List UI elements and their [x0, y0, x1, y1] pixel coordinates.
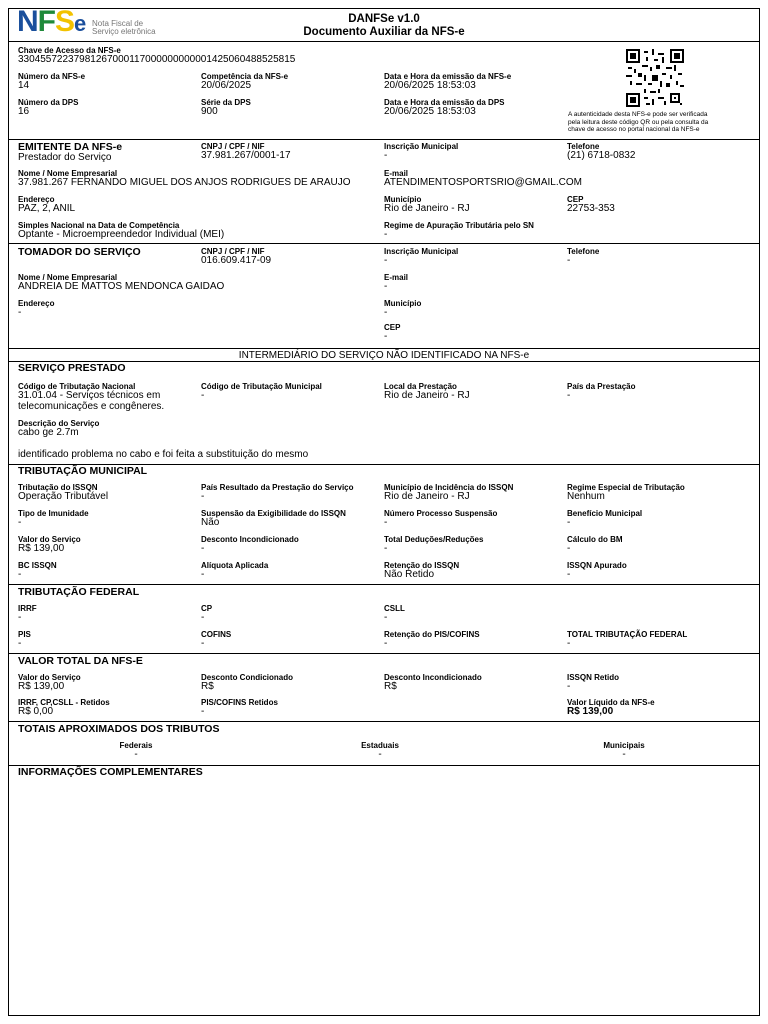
- local-label: Local da Prestação: [384, 382, 457, 391]
- totais-federais-label: Federais: [119, 741, 153, 750]
- tomador-im-label: Inscrição Municipal: [384, 247, 459, 256]
- cp-label: CP: [201, 604, 213, 613]
- emitente-im-label: Inscrição Municipal: [384, 142, 459, 151]
- regime-especial-label: Regime Especial de Tributação: [567, 483, 685, 492]
- vt-pis: -: [201, 706, 205, 717]
- totais-federais: -: [134, 749, 138, 760]
- tomador-nome-label: Nome / Nome Empresarial: [18, 273, 118, 282]
- emitente-subtitle: Prestador do Serviço: [18, 152, 112, 163]
- local-value: Rio de Janeiro - RJ: [384, 390, 470, 401]
- vt-irrf-label: IRRF, CP,CSLL - Retidos: [18, 698, 110, 707]
- vt-valor: R$ 139,00: [18, 681, 65, 692]
- vt-desc-incond: R$: [384, 681, 397, 692]
- numero-nfse: 14: [18, 80, 30, 91]
- total-federal: -: [567, 638, 571, 649]
- divider: [8, 348, 760, 349]
- irrf: -: [18, 612, 22, 623]
- vt-desc-cond-label: Desconto Condicionado: [201, 673, 293, 682]
- valor-servico: R$ 139,00: [18, 543, 65, 554]
- emissao-dps-label: Data e Hora da emissão da DPS: [384, 98, 505, 107]
- emitente-cnpj: 37.981.267/0001-17: [201, 150, 291, 161]
- tomador-email-label: E-mail: [384, 273, 409, 282]
- chave-value: 33045572237981267000117000000000001425060488525815: [18, 54, 296, 65]
- tomador-nome: ANDREIA DE MATTOS MENDONCA GAIDAO: [18, 281, 225, 292]
- tomador-title: TOMADOR DO SERVIÇO: [18, 246, 141, 258]
- beneficio: -: [567, 517, 571, 528]
- deducoes-label: Total Deduções/Reduções: [384, 535, 484, 544]
- totais-estaduais: -: [378, 749, 382, 760]
- emitente-tel-label: Telefone: [567, 142, 600, 151]
- tomador-endereco-label: Endereço: [18, 299, 55, 308]
- pis-label: PIS: [18, 630, 31, 639]
- irrf-label: IRRF: [18, 604, 37, 613]
- tomador-endereco: -: [18, 307, 22, 318]
- cod-municipal: -: [201, 390, 205, 401]
- aliquota-label: Alíquota Aplicada: [201, 561, 269, 570]
- retencao-issqn-label: Retenção do ISSQN: [384, 561, 460, 570]
- emitente-email-label: E-mail: [384, 169, 409, 178]
- divider: [8, 721, 760, 722]
- tomador-municipio: -: [384, 307, 388, 318]
- desconto-incond-label: Desconto Incondicionado: [201, 535, 299, 544]
- issqn-apurado: -: [567, 569, 571, 580]
- trib-issqn-label: Tributação do ISSQN: [18, 483, 98, 492]
- bc-issqn-label: BC ISSQN: [18, 561, 57, 570]
- trib-federal-title: TRIBUTAÇÃO FEDERAL: [18, 586, 140, 598]
- retencao-pis-label: Retenção do PIS/COFINS: [384, 630, 480, 639]
- pais-label: País da Prestação: [567, 382, 636, 391]
- divider: [8, 243, 760, 244]
- divider: [8, 653, 760, 654]
- cod-nacional-line2: telecomunicações e congêneres.: [18, 401, 165, 412]
- servico-title: SERVIÇO PRESTADO: [18, 362, 126, 374]
- intermediario-note: INTERMEDIÁRIO DO SERVIÇO NÃO IDENTIFICADO NA NFS-e: [238, 350, 530, 361]
- emitente-nome: 37.981.267 FERNANDO MIGUEL DOS ANJOS RODRIGUES DE ARAUJO: [18, 177, 351, 188]
- pis: -: [18, 638, 22, 649]
- divider: [8, 584, 760, 585]
- simples-label: Simples Nacional na Data de Competência: [18, 221, 180, 230]
- calculo-bm: -: [567, 543, 571, 554]
- suspensao-label: Suspensão da Exigibilidade do ISSQN: [201, 509, 346, 518]
- valor-total-title: VALOR TOTAL DA NFS-E: [18, 655, 143, 667]
- numero-dps-label: Número da DPS: [18, 98, 79, 107]
- vt-issqn-retido: -: [567, 681, 571, 692]
- qr-code-icon: [626, 49, 684, 107]
- desconto-incond: -: [201, 543, 205, 554]
- regime-value: -: [384, 229, 388, 240]
- pais-resultado-label: País Resultado da Prestação do Serviço: [201, 483, 354, 492]
- issqn-apurado-label: ISSQN Apurado: [567, 561, 627, 570]
- emitente-municipio-label: Município: [384, 195, 422, 204]
- divider: [8, 41, 760, 42]
- vt-desc-cond: R$: [201, 681, 214, 692]
- serie-dps-label: Série da DPS: [201, 98, 251, 107]
- divider: [8, 139, 760, 140]
- tomador-municipio-label: Município: [384, 299, 422, 308]
- suspensao: Não: [201, 517, 220, 528]
- vt-pis-label: PIS/COFINS Retidos: [201, 698, 278, 707]
- vt-issqn-retido-label: ISSQN Retido: [567, 673, 620, 682]
- document-title: DANFSe v1.0 Documento Auxiliar da NFS-e: [303, 13, 465, 38]
- pais-resultado: -: [201, 491, 205, 502]
- totais-title: TOTAIS APROXIMADOS DOS TRIBUTOS: [18, 723, 220, 735]
- regime-especial: Nenhum: [567, 491, 605, 502]
- info-complementares-title: INFORMAÇÕES COMPLEMENTARES: [18, 766, 203, 778]
- emitente-email: ATENDIMENTOSPORTSRIO@GMAIL.COM: [384, 177, 582, 188]
- vt-irrf: R$ 0,00: [18, 706, 54, 717]
- nfse-logo: NFSe: [17, 5, 86, 38]
- emitente-im: -: [384, 150, 388, 161]
- emitente-nome-label: Nome / Nome Empresarial: [18, 169, 118, 178]
- qr-note: A autenticidade desta NFS-e pode ser verificada pela leitura deste código QR ou pela consulta da chave de acesso no portal nacional da NFS-e: [568, 111, 709, 133]
- descricao-line1: cabo ge 2.7m: [18, 427, 79, 438]
- retencao-issqn: Não Retido: [384, 569, 435, 580]
- emitente-endereco-label: Endereço: [18, 195, 55, 204]
- emitente-cep: 22753-353: [567, 203, 615, 214]
- cod-nacional-label: Código de Tributação Nacional: [18, 382, 136, 391]
- tomador-tel-label: Telefone: [567, 247, 600, 256]
- vt-desc-incond-label: Desconto Incondicionado: [384, 673, 482, 682]
- deducoes: -: [384, 543, 388, 554]
- emitente-cnpj-label: CNPJ / CPF / NIF: [201, 142, 265, 151]
- csll: -: [384, 612, 388, 623]
- calculo-bm-label: Cálculo do BM: [567, 535, 623, 544]
- municipio-incidencia-label: Município de Incidência do ISSQN: [384, 483, 514, 492]
- descricao-line2: identificado problema no cabo e foi feita a substituição do mesmo: [18, 449, 309, 460]
- valor-servico-label: Valor do Serviço: [18, 535, 81, 544]
- emissao-nfse-label: Data e Hora da emissão da NFS-e: [384, 72, 512, 81]
- imunidade: -: [18, 517, 22, 528]
- competencia-label: Competência da NFS-e: [201, 72, 289, 81]
- csll-label: CSLL: [384, 604, 405, 613]
- aliquota: -: [201, 569, 205, 580]
- emitente-cep-label: CEP: [567, 195, 584, 204]
- retencao-pis: -: [384, 638, 388, 649]
- totais-municipais-label: Municipais: [603, 741, 645, 750]
- chave-label: Chave de Acesso da NFS-e: [18, 46, 121, 55]
- emissao-nfse: 20/06/2025 18:53:03: [384, 80, 476, 91]
- tomador-cep-label: CEP: [384, 323, 401, 332]
- emitente-endereco: PAZ, 2, ANIL: [18, 203, 76, 214]
- emitente-tel: (21) 6718-0832: [567, 150, 636, 161]
- totais-municipais: -: [622, 749, 626, 760]
- beneficio-label: Benefício Municipal: [567, 509, 643, 518]
- cofins: -: [201, 638, 205, 649]
- numero-dps: 16: [18, 106, 30, 117]
- bc-issqn: -: [18, 569, 22, 580]
- competencia: 20/06/2025: [201, 80, 252, 91]
- vt-liquido: R$ 139,00: [567, 706, 614, 717]
- tomador-email: -: [384, 281, 388, 292]
- total-federal-label: TOTAL TRIBUTAÇÃO FEDERAL: [567, 630, 688, 639]
- processo-label: Número Processo Suspensão: [384, 509, 498, 518]
- regime-label: Regime de Apuração Tributária pelo SN: [384, 221, 534, 230]
- tomador-cep: -: [384, 331, 388, 342]
- emitente-title: EMITENTE DA NFS-e: [18, 141, 123, 153]
- tomador-tel: -: [567, 255, 571, 266]
- cofins-label: COFINS: [201, 630, 232, 639]
- numero-nfse-label: Número da NFS-e: [18, 72, 86, 81]
- emitente-municipio: Rio de Janeiro - RJ: [384, 203, 470, 214]
- trib-municipal-title: TRIBUTAÇÃO MUNICIPAL: [18, 465, 148, 477]
- pais-value: -: [567, 390, 571, 401]
- totais-estaduais-label: Estaduais: [361, 741, 399, 750]
- cod-municipal-label: Código de Tributação Municipal: [201, 382, 322, 391]
- vt-liquido-label: Valor Líquido da NFS-e: [567, 698, 655, 707]
- processo: -: [384, 517, 388, 528]
- municipio-incidencia: Rio de Janeiro - RJ: [384, 491, 470, 502]
- cod-nacional-line1: 31.01.04 - Serviços técnicos em: [18, 390, 161, 401]
- emissao-dps: 20/06/2025 18:53:03: [384, 106, 476, 117]
- trib-issqn: Operação Tributável: [18, 491, 109, 502]
- vt-valor-label: Valor do Serviço: [18, 673, 81, 682]
- imunidade-label: Tipo de Imunidade: [18, 509, 89, 518]
- tomador-im: -: [384, 255, 388, 266]
- serie-dps: 900: [201, 106, 218, 117]
- descricao-label: Descrição do Serviço: [18, 419, 100, 428]
- logo-subtitle: Nota Fiscal de Serviço eletrônica: [92, 19, 156, 36]
- cp: -: [201, 612, 205, 623]
- simples-value: Optante - Microempreendedor Individual (MEI): [18, 229, 225, 240]
- tomador-cnpj: 016.609.417-09: [201, 255, 272, 266]
- tomador-cnpj-label: CNPJ / CPF / NIF: [201, 247, 265, 256]
